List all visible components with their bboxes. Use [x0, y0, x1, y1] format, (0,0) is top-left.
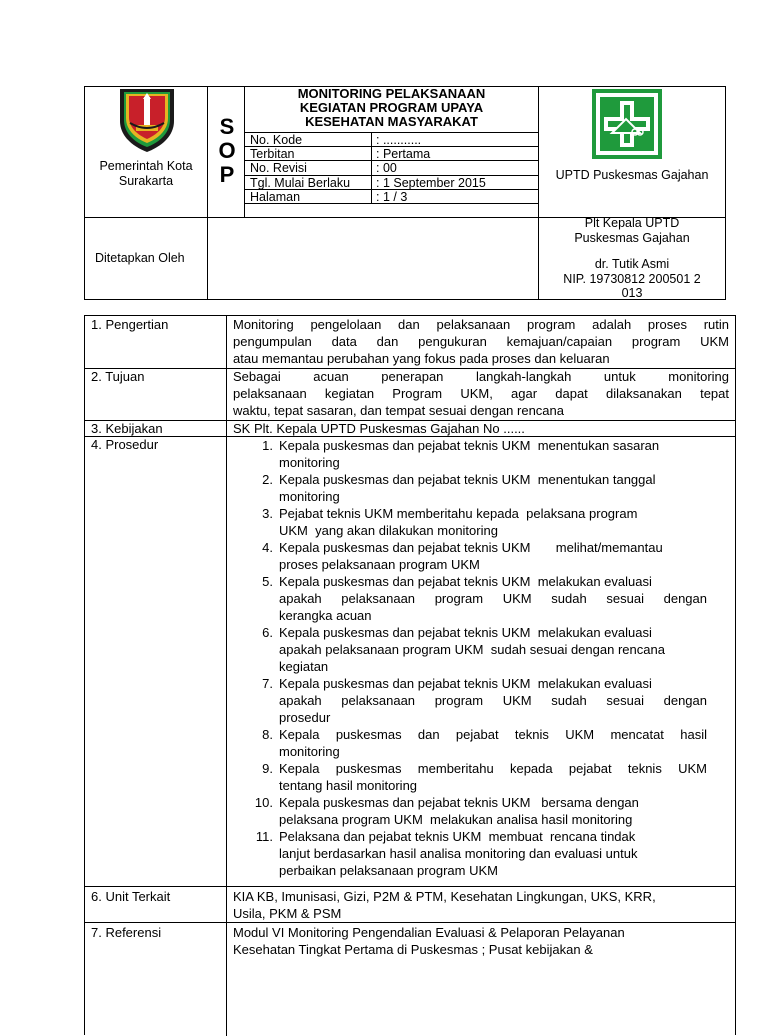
procedure-item: [249, 726, 719, 760]
logo-caption: [85, 159, 207, 189]
procedure-item-number: 1.: [262, 438, 273, 453]
sop-title-line-3: KESEHATAN MASYARAKAT: [305, 114, 478, 129]
facility-name: UPTD Puskesmas Gajahan: [555, 168, 709, 182]
pengertian-line-1: Monitoring pengelolaan dan pelaksanaan program adalah proses rutin: [233, 317, 729, 332]
procedure-item: [249, 760, 719, 794]
meta-key-terbitan: Terbitan: [250, 147, 295, 161]
signatory-name: dr. Tutik Asmi: [594, 257, 670, 271]
sop-letter-o: O: [218, 138, 236, 163]
pengertian-line-2: pengumpulan data dan pengukuran kemajuan/capaian program UKM: [233, 334, 729, 349]
text-unit-terkait: [233, 888, 729, 922]
content-col-divider: [226, 316, 227, 1036]
signatory-block: [539, 216, 725, 301]
label-referensi: 7. Referensi: [91, 925, 162, 940]
procedure-item-text: [279, 573, 707, 624]
meta-value-halaman: : 1 / 3: [376, 190, 408, 204]
procedure-item: [249, 539, 719, 573]
procedure-item-number: 4.: [262, 540, 273, 555]
procedure-item: [249, 573, 719, 624]
procedure-item-line: pelaksana program UKM melakukan analisa hasil monitoring: [279, 812, 633, 827]
established-by-label: Ditetapkan Oleh: [95, 251, 185, 265]
tujuan-line-1: Sebagai acuan penerapan langkah-langkah untuk monitoring: [233, 369, 729, 384]
text-pengertian: [233, 316, 729, 367]
procedure-item-line: tentang hasil monitoring: [279, 778, 418, 793]
procedure-item-line: kegiatan: [279, 659, 329, 674]
procedure-item-line: Kepala puskesmas dan pejabat teknis UKM menentukan tanggal: [279, 472, 656, 487]
procedure-item-line: proses pelaksanaan program UKM: [279, 557, 480, 572]
header-divider-logo: [207, 87, 208, 299]
procedure-item-text: [279, 675, 707, 726]
text-kebijakan: SK Plt. Kepala UPTD Puskesmas Gajahan No ......: [233, 421, 525, 436]
procedure-item-line: prosedur: [279, 710, 331, 725]
procedure-item-line: perbaikan pelaksanaan program UKM: [279, 863, 498, 878]
signatory-nip-line-2: 013: [621, 286, 643, 300]
sop-title: [245, 87, 538, 129]
procedure-item-line: monitoring: [279, 489, 340, 504]
procedure-item-number: 10.: [254, 795, 273, 810]
procedure-item: [249, 505, 719, 539]
procedure-item-line: Kepala puskesmas dan pejabat teknis UKM mencatat hasil: [279, 727, 707, 742]
meta-value-terbitan: : Pertama: [376, 147, 431, 161]
unit-terkait-line-2: Usila, PKM & PSM: [233, 906, 342, 921]
procedure-item-number: 9.: [262, 761, 273, 776]
meta-table: [245, 132, 538, 204]
procedure-item: [249, 675, 719, 726]
procedure-item-line: apakah pelaksanaan program UKM sudah sesuai dengan: [279, 693, 707, 708]
sop-title-line-1: MONITORING PELAKSANAAN: [297, 86, 486, 101]
procedure-item: [249, 794, 719, 828]
logo-caption-line-2: Surakarta: [118, 174, 174, 188]
sop-title-line-2: KEGIATAN PROGRAM UPAYA: [299, 100, 484, 115]
signatory-position-line-2: Puskesmas Gajahan: [574, 230, 690, 245]
pengertian-line-3: atau memantau perubahan yang fokus pada proses dan keluaran: [233, 351, 610, 366]
tujuan-line-2: pelaksanaan kegiatan Program UKM, agar dapat dilaksanakan tepat: [233, 386, 729, 401]
procedure-item-number: 2.: [262, 472, 273, 487]
label-unit-terkait: 6. Unit Terkait: [91, 889, 171, 904]
procedure-item-line: kerangka acuan: [279, 608, 372, 623]
procedure-item-number: 6.: [262, 625, 273, 640]
procedure-item-line: monitoring: [279, 455, 340, 470]
procedure-item-line: Kepala puskesmas dan pejabat teknis UKM bersama dengan: [279, 795, 639, 810]
procedure-item: [249, 437, 719, 471]
procedure-item: [249, 624, 719, 675]
meta-key-kode: No. Kode: [250, 133, 303, 147]
meta-key-tgl: Tgl. Mulai Berlaku: [250, 176, 351, 190]
tujuan-line-3: waktu, tepat sasaran, dan tempat sesuai dengan rencana: [233, 403, 564, 418]
procedure-item-text: [279, 726, 707, 760]
procedure-item-number: 11.: [255, 829, 273, 844]
referensi-line-1: Modul VI Monitoring Pengendalian Evaluasi & Pelaporan Pelayanan: [233, 925, 625, 940]
procedure-item-number: 8.: [262, 727, 273, 742]
procedure-item-number: 3.: [262, 506, 273, 521]
procedure-item-line: Kepala puskesmas dan pejabat teknis UKM melakukan evaluasi: [279, 625, 652, 640]
signatory-position-line-1: Plt Kepala UPTD: [584, 216, 680, 230]
procedure-item-text: [279, 624, 707, 675]
row-divider-4: [85, 886, 735, 887]
surakarta-crest-icon: [116, 87, 178, 153]
text-referensi: [233, 924, 729, 958]
procedure-item-line: Kepala puskesmas dan pejabat teknis UKM melakukan evaluasi: [279, 574, 652, 589]
row-divider-5: [85, 922, 735, 923]
procedure-item-line: Kepala puskesmas dan pejabat teknis UKM menentukan sasaran: [279, 438, 660, 453]
procedure-item-line: Kepala puskesmas memberitahu kepada pejabat teknis UKM: [279, 761, 707, 776]
procedure-item-line: Pejabat teknis UKM memberitahu kepada pelaksana program: [279, 506, 638, 521]
procedure-item-line: Kepala puskesmas dan pejabat teknis UKM melihat/memantau: [279, 540, 663, 555]
procedure-item: [249, 828, 719, 879]
label-pengertian: 1. Pengertian: [91, 317, 169, 332]
procedure-item-number: 7.: [262, 676, 273, 691]
procedure-item-text: [279, 794, 707, 828]
procedure-item-text: [279, 539, 707, 573]
sop-content-table: [84, 315, 736, 1035]
procedure-item-line: monitoring: [279, 744, 340, 759]
logo-caption-line-1: Pemerintah Kota: [99, 159, 193, 173]
procedure-item: [249, 471, 719, 505]
signatory-nip-line-1: NIP. 19730812 200501 2: [563, 271, 701, 286]
sop-letter-s: S: [219, 114, 235, 139]
referensi-line-2: Kesehatan Tingkat Pertama di Puskesmas ; Pusat kebijakan &: [233, 942, 593, 957]
meta-value-revisi: : 00: [376, 161, 397, 175]
label-prosedur: 4. Prosedur: [91, 437, 159, 452]
procedure-item-text: [279, 471, 707, 505]
procedure-item-line: Kepala puskesmas dan pejabat teknis UKM melakukan evaluasi: [279, 676, 652, 691]
meta-value-kode: : ...........: [376, 133, 422, 147]
procedure-item-line: apakah pelaksanaan program UKM sudah sesuai dengan rencana: [279, 642, 665, 657]
procedure-item-text: [279, 760, 707, 794]
sop-letter-p: P: [219, 162, 235, 187]
procedure-item-text: [279, 505, 707, 539]
procedure-item-text: [279, 828, 707, 879]
label-kebijakan: 3. Kebijakan: [91, 421, 163, 436]
meta-value-tgl: : 1 September 2015: [376, 176, 486, 190]
meta-key-revisi: No. Revisi: [250, 161, 307, 175]
puskesmas-logo-icon: [592, 89, 662, 159]
meta-key-halaman: Halaman: [250, 190, 301, 204]
procedure-item-text: [279, 437, 707, 471]
text-tujuan: [233, 368, 729, 419]
sop-header-table: [84, 86, 726, 300]
procedure-item-line: lanjut berdasarkan hasil analisa monitoring dan evaluasi untuk: [279, 846, 638, 861]
label-tujuan: 2. Tujuan: [91, 369, 145, 384]
procedure-item-line: Pelaksana dan pejabat teknis UKM membuat rencana tindak: [279, 829, 636, 844]
procedure-item-line: UKM yang akan dilakukan monitoring: [279, 523, 498, 538]
procedure-item-line: apakah pelaksanaan program UKM sudah sesuai dengan: [279, 591, 707, 606]
procedure-list: [249, 437, 729, 885]
unit-terkait-line-1: KIA KB, Imunisasi, Gizi, P2M & PTM, Kesehatan Lingkungan, UKS, KRR,: [233, 889, 656, 904]
procedure-item-number: 5.: [262, 574, 273, 589]
